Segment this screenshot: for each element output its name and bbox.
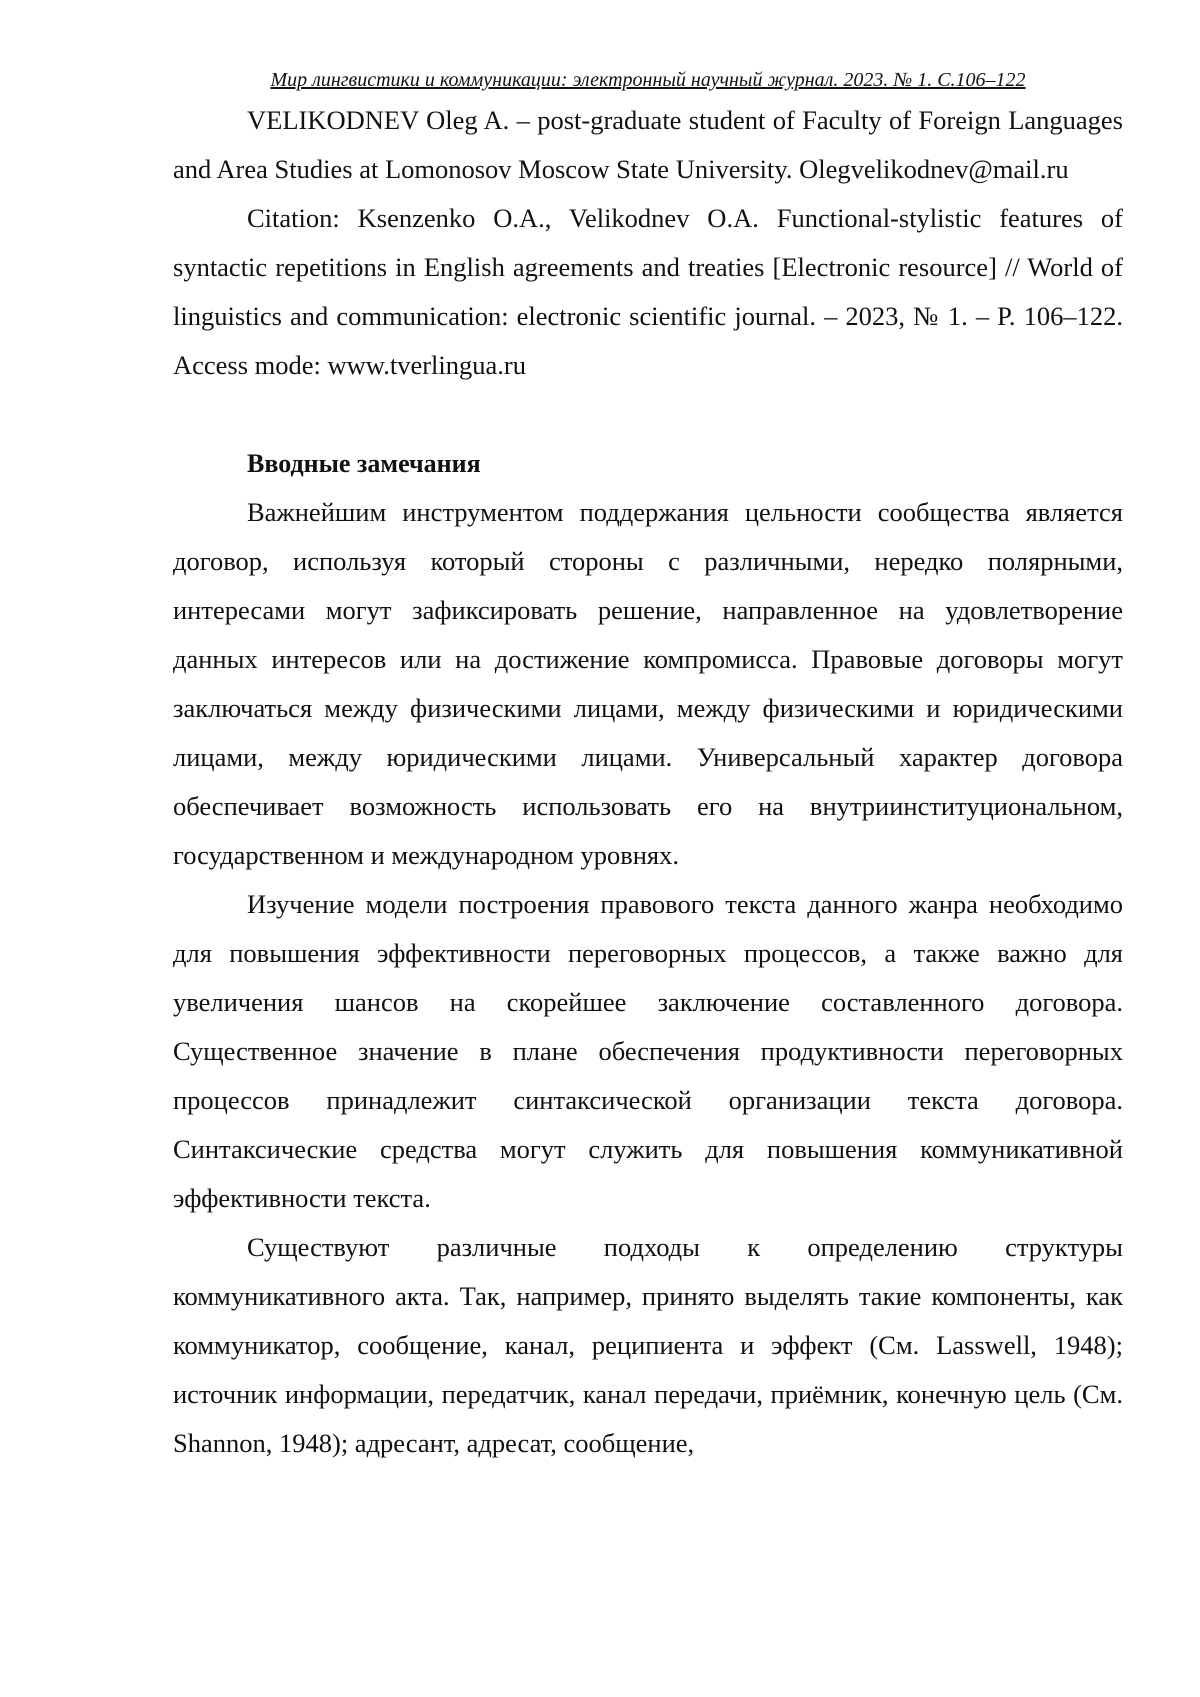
author-info-paragraph: VELIKODNEV Oleg A. – post-graduate student of Faculty of Foreign Languages and Area Studies at Lomonosov Moscow State University. Olegvelikodnev@mail.ru [173,105,1123,184]
blank-line [173,390,1123,439]
running-header: Мир лингвистики и коммуникации: электронный научный журнал. 2023. № 1. С.106–122 [270,69,1026,91]
document-page [173,66,1123,1468]
citation-paragraph: Citation: Ksenzenko O.A., Velikodnev O.A. Functional-stylistic features of syntactic repetitions in English agreements and treaties [Electronic resource] // World of linguistics and communication: electronic scientific journal. – 2023, № 1. – P. 106–122. Access mode: www.tverlingua.ru [173,203,1123,380]
section-heading: Вводные замечания [247,449,481,478]
body-paragraph-2: Изучение модели построения правового текста данного жанра необходимо для повышения эффективности переговорных процессов, а также важно для увеличения шансов на скорейшее заключение составленного договора. Существенное значение в плане обеспечения продуктивности переговорных процессов принадлежит синтаксической организации текста договора. Синтаксические средства могут служить для повышения коммуникативной эффективности текста. [173,889,1123,1213]
body-paragraph-3: Существуют различные подходы к определению структуры коммуникативного акта. Так, например, принято выделять такие компоненты, как коммуникатор, сообщение, канал, реципиента и эффект (См. Lasswell, 1948); источник информации, передатчик, канал передачи, приёмник, конечную цель (См. Shannon, 1948); адресант, адресат, сообщение, [173,1232,1123,1458]
body-paragraph-1: Важнейшим инструментом поддержания цельности сообщества является договор, используя который стороны с различными, нередко полярными, интересами могут зафиксировать решение, направленное на удовлетворение данных интересов или на достижение компромисса. Правовые договоры могут заключаться между физическими лицами, между физическими и юридическими лицами, между юридическими лицами. Универсальный характер договора обеспечивает возможность использовать его на внутриинституциональном, государственном и международном уровнях. [173,497,1123,870]
